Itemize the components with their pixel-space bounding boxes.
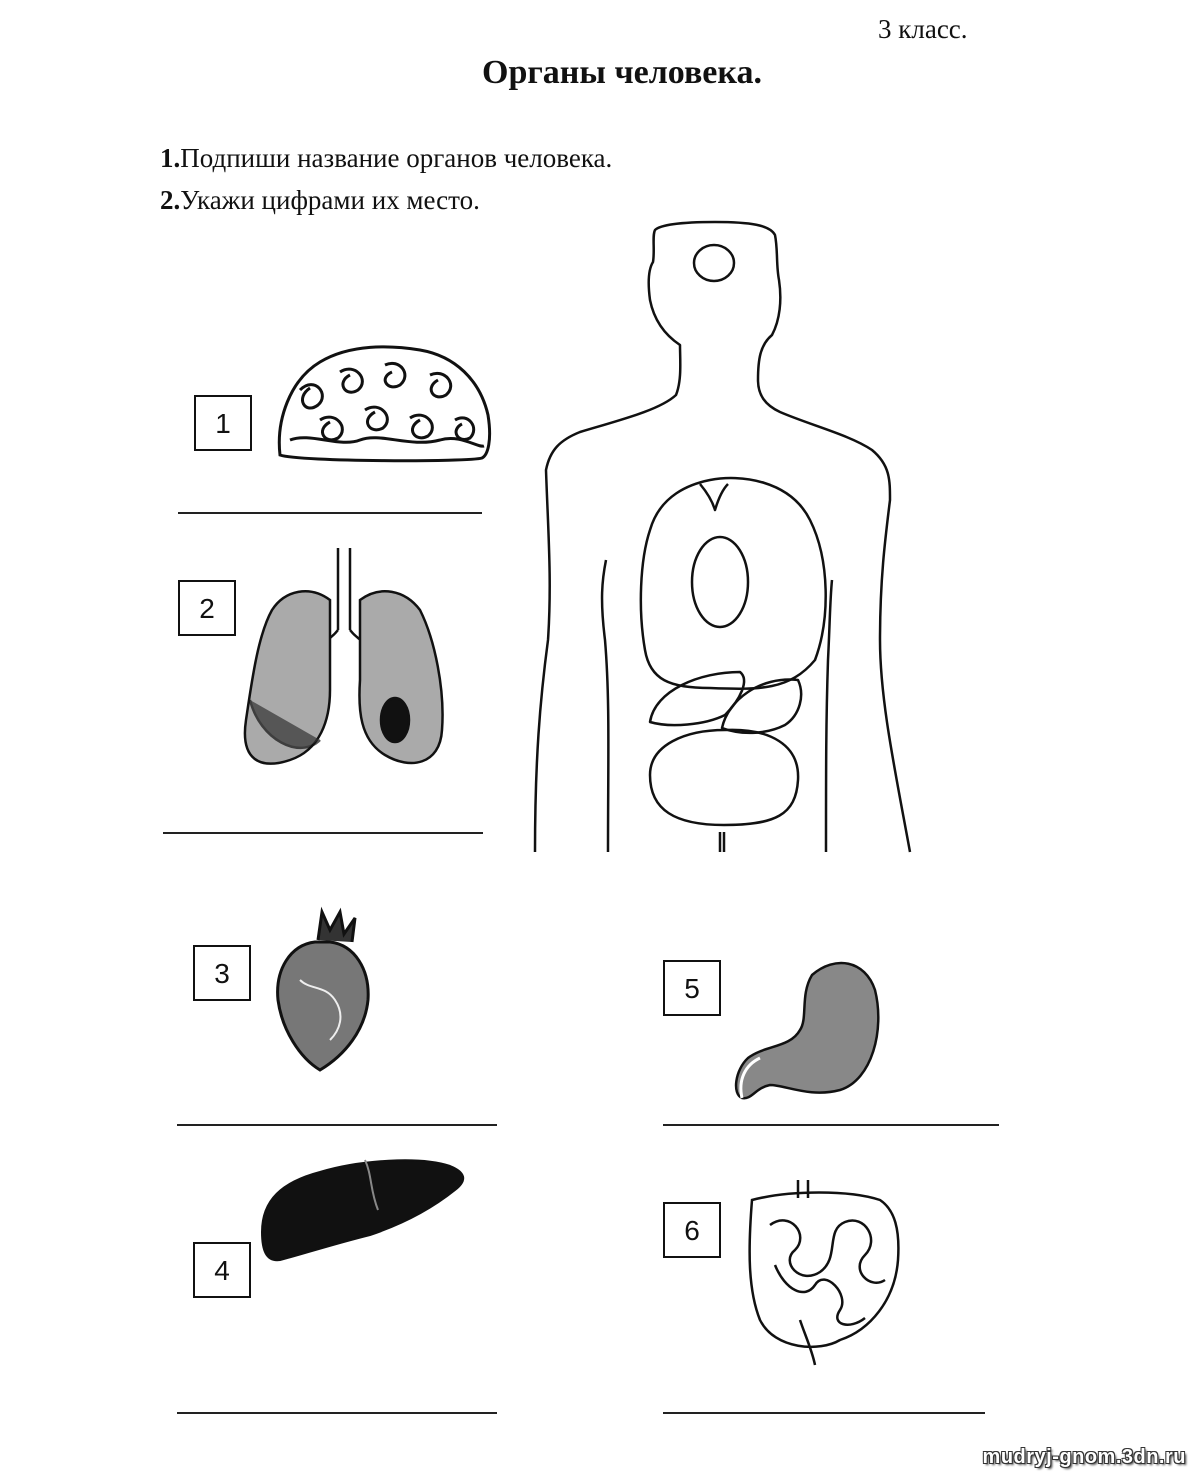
grade-label: 3 класс. [878, 14, 968, 44]
human-body-outline-icon [535, 222, 910, 852]
task-1-text: Подпиши название органов человека. [180, 143, 613, 173]
brain-icon [279, 347, 489, 461]
page-title: Органы человека. [482, 54, 762, 91]
organ-number-5: 5 [663, 960, 721, 1016]
task-2-number: 2. [160, 185, 181, 215]
answer-line-2[interactable] [163, 832, 483, 834]
organ-number-4: 4 [193, 1242, 251, 1298]
task-2-text: Укажи цифрами их место. [180, 185, 480, 215]
answer-line-4[interactable] [177, 1412, 497, 1414]
lungs-icon [245, 548, 443, 764]
organ-number-2: 2 [178, 580, 236, 636]
answer-line-5[interactable] [663, 1124, 999, 1126]
intestines-icon [750, 1180, 899, 1365]
stomach-icon [736, 963, 878, 1098]
liver-icon [262, 1160, 463, 1260]
watermark-text: mudryj-gnom.3dn.ru [982, 1446, 1186, 1468]
organ-number-3: 3 [193, 945, 251, 1001]
answer-line-1[interactable] [178, 512, 482, 514]
organ-number-1: 1 [194, 395, 252, 451]
heart-icon [278, 912, 369, 1070]
answer-line-6[interactable] [663, 1412, 985, 1414]
answer-line-3[interactable] [177, 1124, 497, 1126]
organ-number-6: 6 [663, 1202, 721, 1258]
task-1-number: 1. [160, 143, 181, 173]
